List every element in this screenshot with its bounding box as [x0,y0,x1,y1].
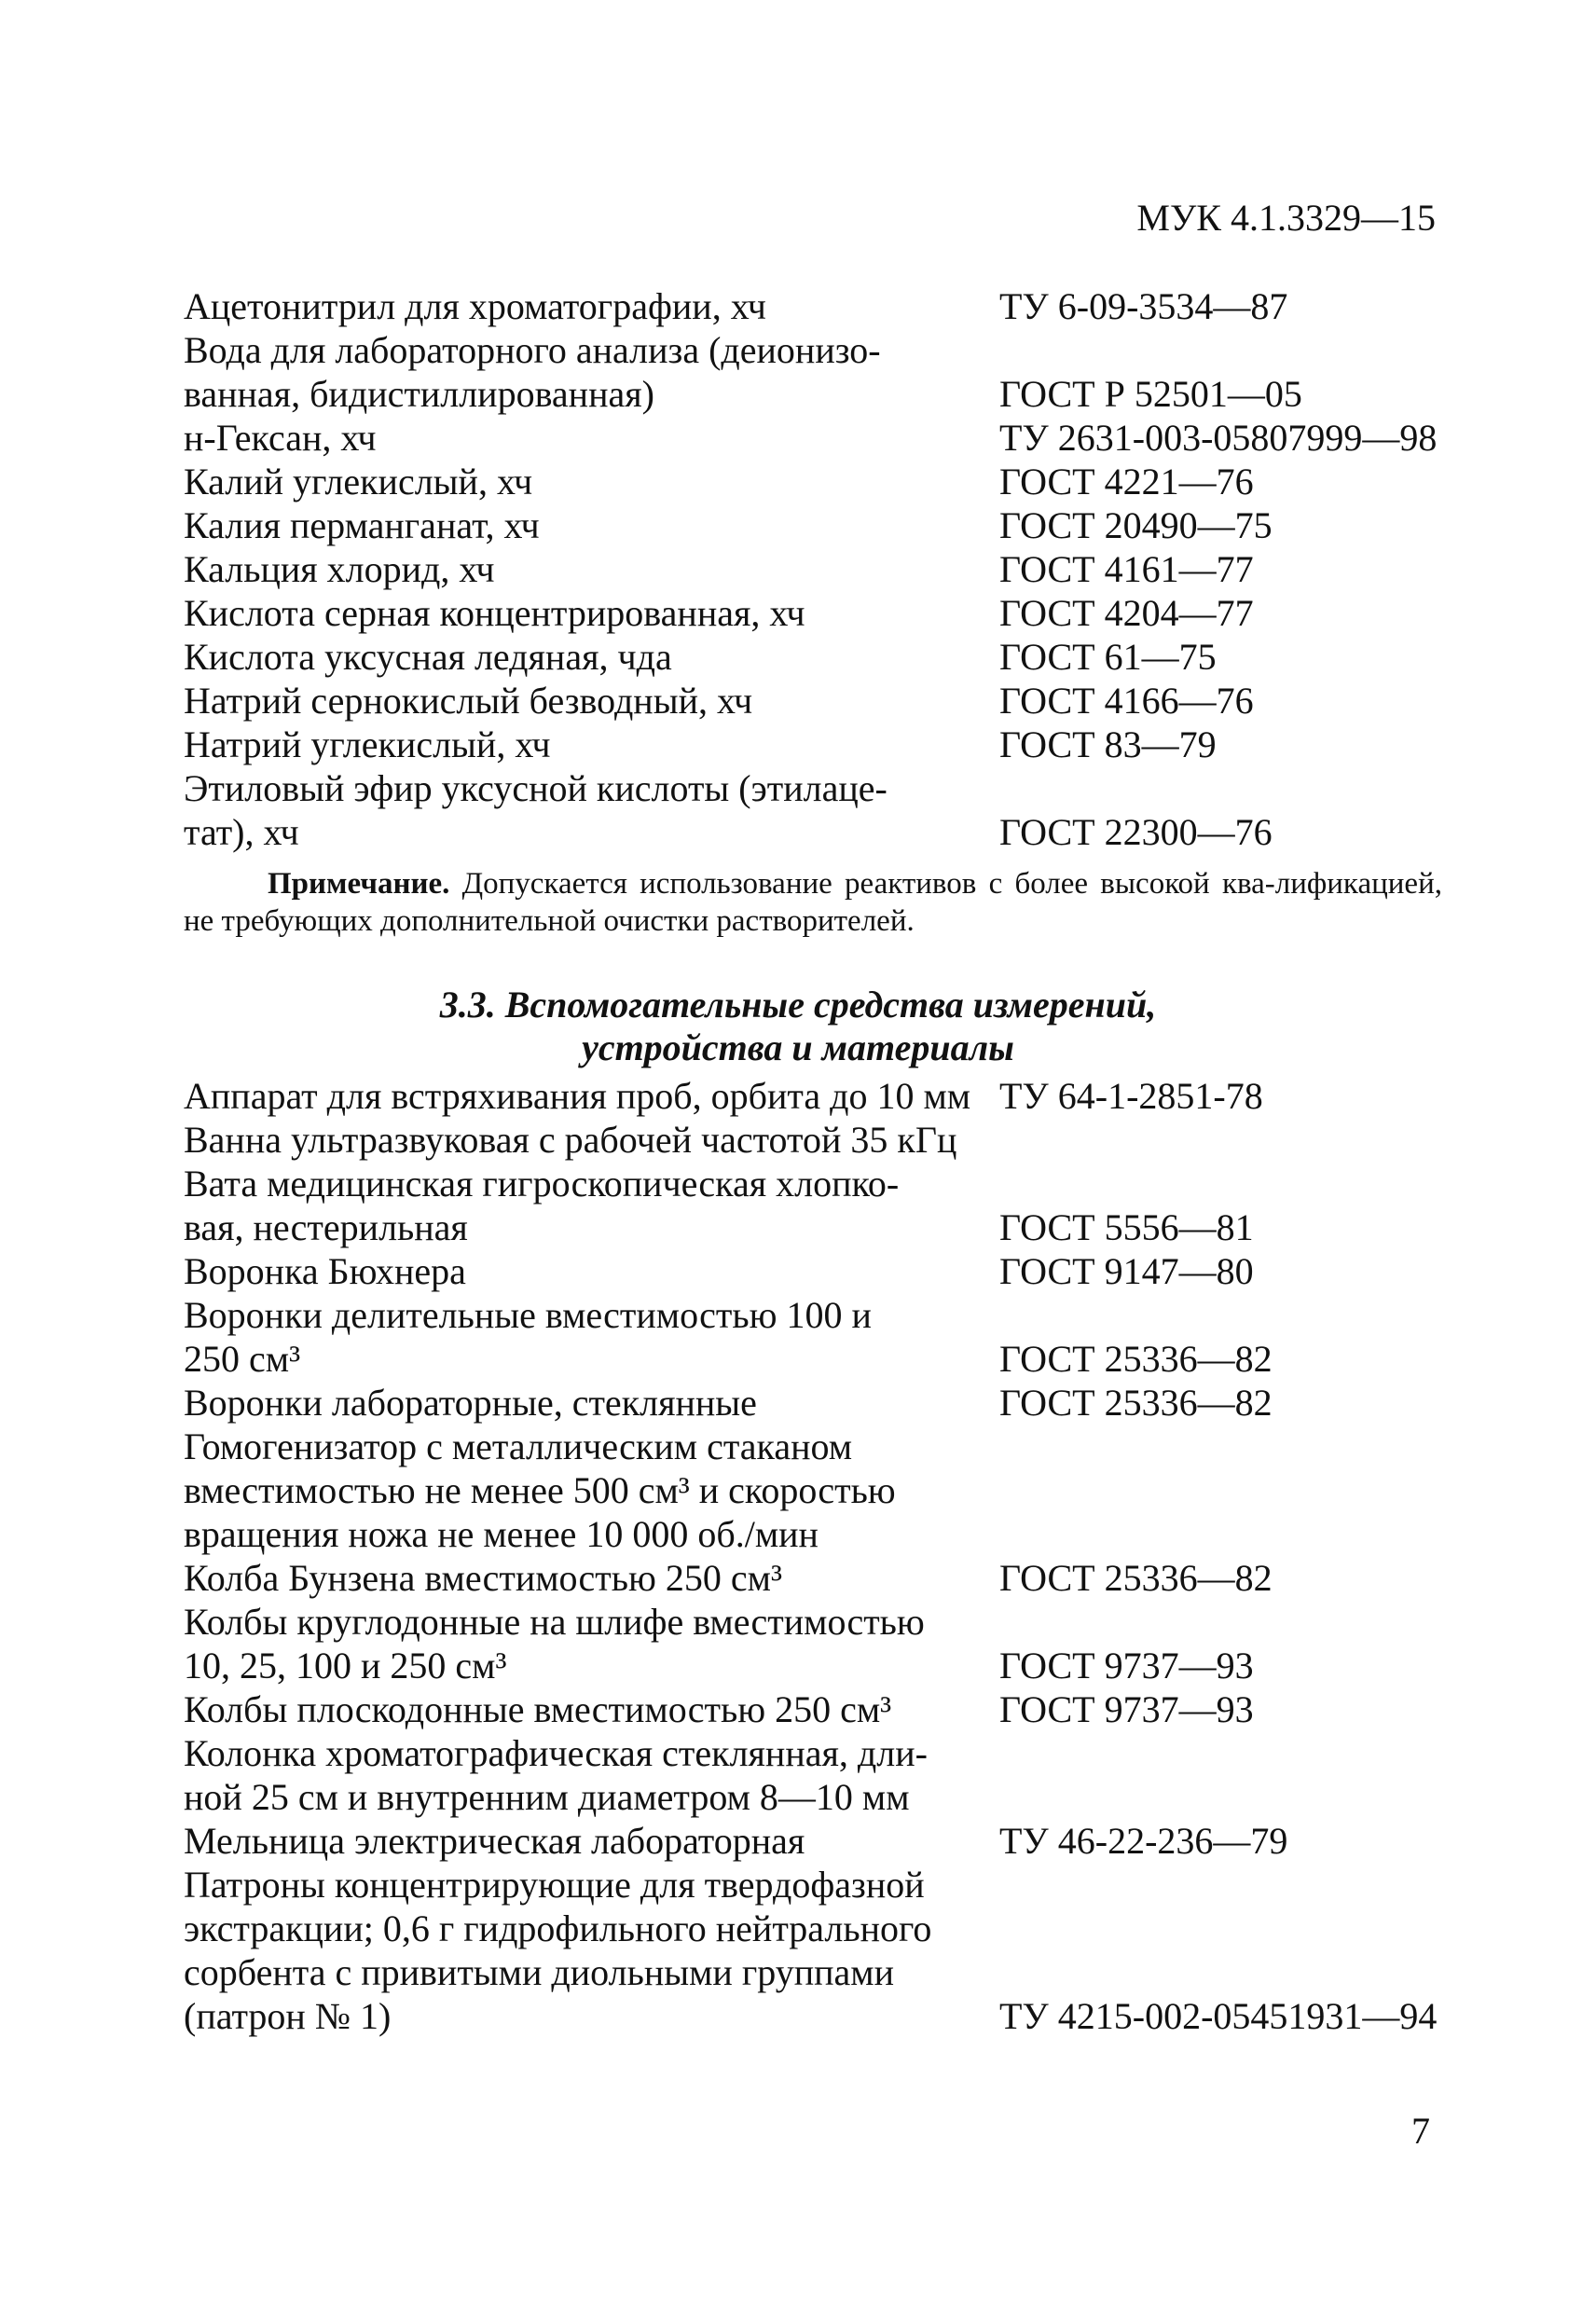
reagent-row [184,503,1452,547]
equipment-row [184,1381,1452,1425]
equipment-row [184,1074,1452,1118]
standard-reference: ГОСТ 83—79 [999,723,1217,765]
standard-reference: ТУ 64-1-2851-78 [999,1075,1263,1117]
note-paragraph [184,865,1442,940]
standard-reference: ТУ 4215-002-05451931—94 [999,1995,1438,2037]
reagent-row [184,766,1452,854]
standard-reference: ГОСТ 25336—82 [999,1338,1273,1380]
standard-reference: ГОСТ 5556—81 [999,1206,1254,1248]
section-title [0,984,1596,1069]
equipment-row [184,1600,1452,1687]
item-name: Калий углекислый, хч [184,461,533,503]
item-name: Кальция хлорид, хч [184,548,495,590]
equipment-row [184,1425,1452,1556]
equipment-row [184,1819,1452,1863]
standard-reference: ТУ 6-09-3534—87 [999,285,1288,327]
equipment-row [184,1249,1452,1293]
document-code: МУК 4.1.3329—15 [1136,197,1436,239]
item-name: Колба Бунзена вместимостью 250 см³ [184,1557,782,1599]
item-name: Кислота уксусная ледяная, чда [184,636,672,678]
standard-reference: ГОСТ 22300—76 [999,811,1273,853]
equipment-row [184,1162,1452,1249]
item-name: Воронки лабораторные, стеклянные [184,1382,757,1424]
page-number: 7 [1411,2110,1430,2152]
reagent-row [184,416,1452,460]
item-name: Ацетонитрил для хроматографии, хч [184,285,766,327]
standard-reference: ГОСТ 9147—80 [999,1250,1254,1292]
item-name: Этиловый эфир уксусной кислоты (этилаце- тат), хч [184,767,887,853]
item-name: Вата медицинская гигроскопическая хлопко- вая, нестерильная [184,1163,900,1248]
reagent-row [184,723,1452,766]
equipment-list [184,1074,1452,2038]
item-name: Гомогенизатор с металлическим стаканом вместимостью не менее 500 см³ и скоростью вращения ножа не менее 10 000 об./мин [184,1425,896,1555]
standard-reference: ГОСТ 25336—82 [999,1557,1273,1599]
standard-reference: ТУ 46-22-236—79 [999,1820,1288,1862]
item-name: Воронка Бюхнера [184,1250,466,1292]
standard-reference: ГОСТ 4221—76 [999,461,1254,503]
standard-reference: ГОСТ 25336—82 [999,1382,1273,1424]
reagent-row [184,284,1452,328]
note-text: Допускается использование реактивов с более высокой ква-лификацией, не требующих дополнительной очистки растворителей. [184,867,1442,938]
section-title-line1: 3.3. Вспомогательные средства измерений, [439,984,1157,1026]
reagent-row [184,547,1452,591]
standard-reference: ГОСТ 9737—93 [999,1645,1254,1687]
standard-reference: ГОСТ 4161—77 [999,548,1254,590]
standard-reference: ГОСТ 9737—93 [999,1688,1254,1730]
standard-reference: ГОСТ 20490—75 [999,504,1273,546]
item-name: Аппарат для встряхивания проб, орбита до 10 мм [184,1075,971,1117]
note-label: Примечание. [268,867,450,901]
equipment-row [184,1118,1452,1162]
equipment-row [184,1293,1452,1381]
reagent-row [184,460,1452,503]
standard-reference: ГОСТ 61—75 [999,636,1217,678]
item-name: Натрий углекислый, хч [184,723,551,765]
item-name: Колбы круглодонные на шлифе вместимостью 10, 25, 100 и 250 см³ [184,1601,925,1687]
item-name: Колбы плоскодонные вместимостью 250 см³ [184,1688,892,1730]
item-name: Натрий сернокислый безводный, хч [184,680,753,722]
standard-reference: ГОСТ Р 52501—05 [999,373,1302,415]
equipment-row [184,1731,1452,1819]
equipment-row [184,1687,1452,1731]
item-name: Мельница электрическая лабораторная [184,1820,805,1862]
standard-reference: ТУ 2631-003-05807999—98 [999,417,1438,459]
item-name: Вода для лабораторного анализа (деионизо- ванная, бидистиллированная) [184,329,881,415]
equipment-row [184,1863,1452,2038]
item-name: Воронки делительные вместимостью 100 и 250 см³ [184,1294,872,1380]
reagents-list [184,284,1452,854]
standard-reference: ГОСТ 4204—77 [999,592,1254,634]
item-name: Кислота серная концентрированная, хч [184,592,805,634]
reagent-row [184,328,1452,416]
item-name: Патроны концентрирующие для твердофазной экстракции; 0,6 г гидрофильного нейтрального сорбента с привитыми диольными группами (патрон № 1) [184,1864,932,2037]
item-name: Калия перманганат, хч [184,504,540,546]
equipment-row [184,1556,1452,1600]
item-name: Ванна ультразвуковая с рабочей частотой 35 кГц [184,1119,957,1161]
reagent-row [184,635,1452,679]
item-name: н-Гексан, хч [184,417,377,459]
reagent-row [184,679,1452,723]
standard-reference: ГОСТ 4166—76 [999,680,1254,722]
item-name: Колонка хроматографическая стеклянная, дли- ной 25 см и внутренним диаметром 8—10 мм [184,1732,928,1818]
reagent-row [184,591,1452,635]
section-title-line2: устройства и материалы [582,1026,1014,1068]
